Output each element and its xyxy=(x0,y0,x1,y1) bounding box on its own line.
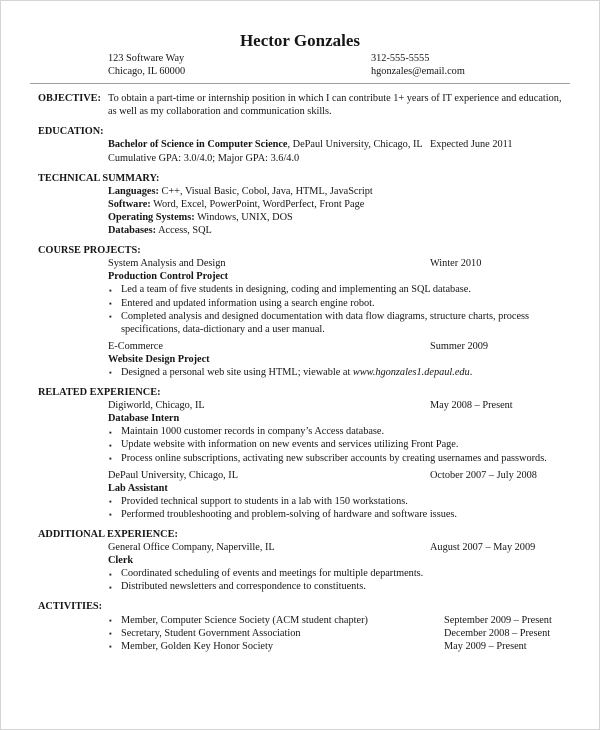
education-gpa: Cumulative GPA: 3.0/4.0; Major GPA: 3.6/4.0 xyxy=(108,152,300,164)
project-bullets xyxy=(108,366,570,379)
bullet-item: ▪ Process online subscriptions, activating new subscriber accounts by creating usernames and passwords. xyxy=(108,452,570,465)
education-school: , DePaul University, Chicago, IL xyxy=(287,139,423,151)
bullet-item: ▪ Distributed newsletters and correspondence to constituents. xyxy=(108,580,570,593)
activity-text: ▪ Member, Computer Science Society (ACM student chapter) xyxy=(121,614,368,626)
section-technical-summary xyxy=(38,172,570,237)
project-title: Production Control Project xyxy=(108,271,229,283)
address-line-2: Chicago, IL 60000 xyxy=(108,66,186,78)
course-date: Winter 2010 xyxy=(430,258,482,270)
experience-entry xyxy=(108,399,570,464)
course-entry xyxy=(108,257,570,336)
course-entry xyxy=(108,340,570,379)
activity-text: ▪ Secretary, Student Government Association xyxy=(121,627,301,639)
activities-heading: ACTIVITIES: xyxy=(38,601,103,613)
experience-entry xyxy=(108,541,570,593)
activity-date: May 2009 – Present xyxy=(444,640,527,652)
tech-row-languages xyxy=(108,185,570,198)
education-heading: EDUCATION: xyxy=(38,126,104,138)
tech-row-databases xyxy=(108,224,570,237)
technical-summary-heading: TECHNICAL SUMMARY: xyxy=(38,172,160,184)
course-name: System Analysis and Design xyxy=(108,258,226,270)
activity-text: ▪ Member, Golden Key Honor Society xyxy=(121,640,274,652)
tech-label: Databases: xyxy=(108,225,157,237)
employment-date: October 2007 – July 2008 xyxy=(430,469,537,481)
bullet-item: ▪ Entered and updated information using a search engine robot. xyxy=(108,297,570,310)
bullet-item: ▪ Performed troubleshooting and problem-solving of hardware and software issues. xyxy=(108,508,570,521)
tech-row-software xyxy=(108,198,570,211)
education-degree-line xyxy=(108,138,430,151)
email-address: hgonzales@email.com xyxy=(371,66,465,78)
additional-experience-heading: ADDITIONAL EXPERIENCE: xyxy=(38,529,178,540)
tech-label: Software: xyxy=(108,198,151,210)
related-experience-heading: RELATED EXPERIENCE: xyxy=(38,387,161,399)
project-bullets xyxy=(108,283,570,335)
education-degree: Bachelor of Science in Computer Science xyxy=(108,139,288,151)
section-course-projects xyxy=(38,244,570,379)
activity-item xyxy=(108,614,570,627)
contact-address xyxy=(108,52,371,78)
project-title: Website Design Project xyxy=(108,353,210,365)
section-objective xyxy=(38,92,570,118)
activity-item xyxy=(108,627,570,640)
bullet-item: ▪ Completed analysis and designed documentation with data flow diagrams, structure charts, process specifications, data-dictionary and a user manual. xyxy=(108,310,570,336)
employment-date: August 2007 – May 2009 xyxy=(430,542,536,554)
personal-website-url: www.hgonzales1.depaul.edu xyxy=(352,366,470,378)
employment-date: May 2008 – Present xyxy=(430,400,513,412)
education-date: Expected June 2011 xyxy=(430,139,513,151)
activity-date: September 2009 – Present xyxy=(444,614,552,626)
bullet-item: ▪ Designed a personal web site using HTML; viewable at www.hgonzales1.depaul.edu. xyxy=(108,366,570,379)
job-title: Lab Assistant xyxy=(108,482,168,494)
tech-label: Languages: xyxy=(108,185,159,197)
header-divider xyxy=(30,83,570,84)
experience-entry xyxy=(108,469,570,521)
tech-value: Access, SQL xyxy=(158,225,212,237)
employer-name: General Office Company, Naperville, IL xyxy=(108,542,275,554)
job-bullets xyxy=(108,567,570,593)
employer-name: DePaul University, Chicago, IL xyxy=(108,469,239,481)
bullet-item: ▪ Update website with information on new events and services utilizing Front Page. xyxy=(108,438,570,451)
job-title: Clerk xyxy=(108,555,134,567)
section-education xyxy=(38,125,570,164)
bullet-item: ▪ Led a team of five students in designing, coding and implementing an SQL database. xyxy=(108,283,570,296)
tech-value: Windows, UNIX, DOS xyxy=(197,211,293,223)
bullet-item: ▪ Coordinated scheduling of events and meetings for multiple departments. xyxy=(108,567,570,580)
bullet-item: ▪ Provided technical support to students in a lab with 150 workstations. xyxy=(108,495,570,508)
objective-text: To obtain a part-time or internship position in which I can contribute 1+ years of IT experience and education, as well as my collaboration and communication skills. xyxy=(108,93,562,118)
tech-value: Word, Excel, PowerPoint, WordPerfect, Front Page xyxy=(153,198,365,210)
resume-name: Hector Gonzales xyxy=(239,31,361,50)
section-additional-experience xyxy=(38,528,570,593)
course-name: E-Commerce xyxy=(108,340,163,352)
section-activities xyxy=(38,600,570,652)
tech-label: Operating Systems: xyxy=(108,211,195,223)
course-date: Summer 2009 xyxy=(430,340,489,352)
job-title: Database Intern xyxy=(108,413,180,425)
contact-phone-email xyxy=(371,52,465,78)
education-degree-row xyxy=(108,138,570,151)
bullet-item: ▪ Maintain 1000 customer records in company’s Access database. xyxy=(108,425,570,438)
job-bullets xyxy=(108,425,570,464)
job-bullets xyxy=(108,495,570,521)
phone-number: 312-555-5555 xyxy=(371,53,430,64)
objective-label: OBJECTIVE: xyxy=(38,93,101,105)
section-related-experience xyxy=(38,386,570,521)
activities-list xyxy=(108,614,570,653)
course-projects-heading: COURSE PROJECTS: xyxy=(38,245,141,257)
activity-date: December 2008 – Present xyxy=(444,627,551,639)
activity-item xyxy=(108,640,570,653)
employer-name: Digiworld, Chicago, IL xyxy=(108,400,205,412)
tech-row-operating-systems xyxy=(108,211,570,224)
address-line-1: 123 Software Way xyxy=(108,53,185,64)
tech-value: C++, Visual Basic, Cobol, Java, HTML, JavaScript xyxy=(161,185,373,197)
contact-block xyxy=(108,52,599,78)
